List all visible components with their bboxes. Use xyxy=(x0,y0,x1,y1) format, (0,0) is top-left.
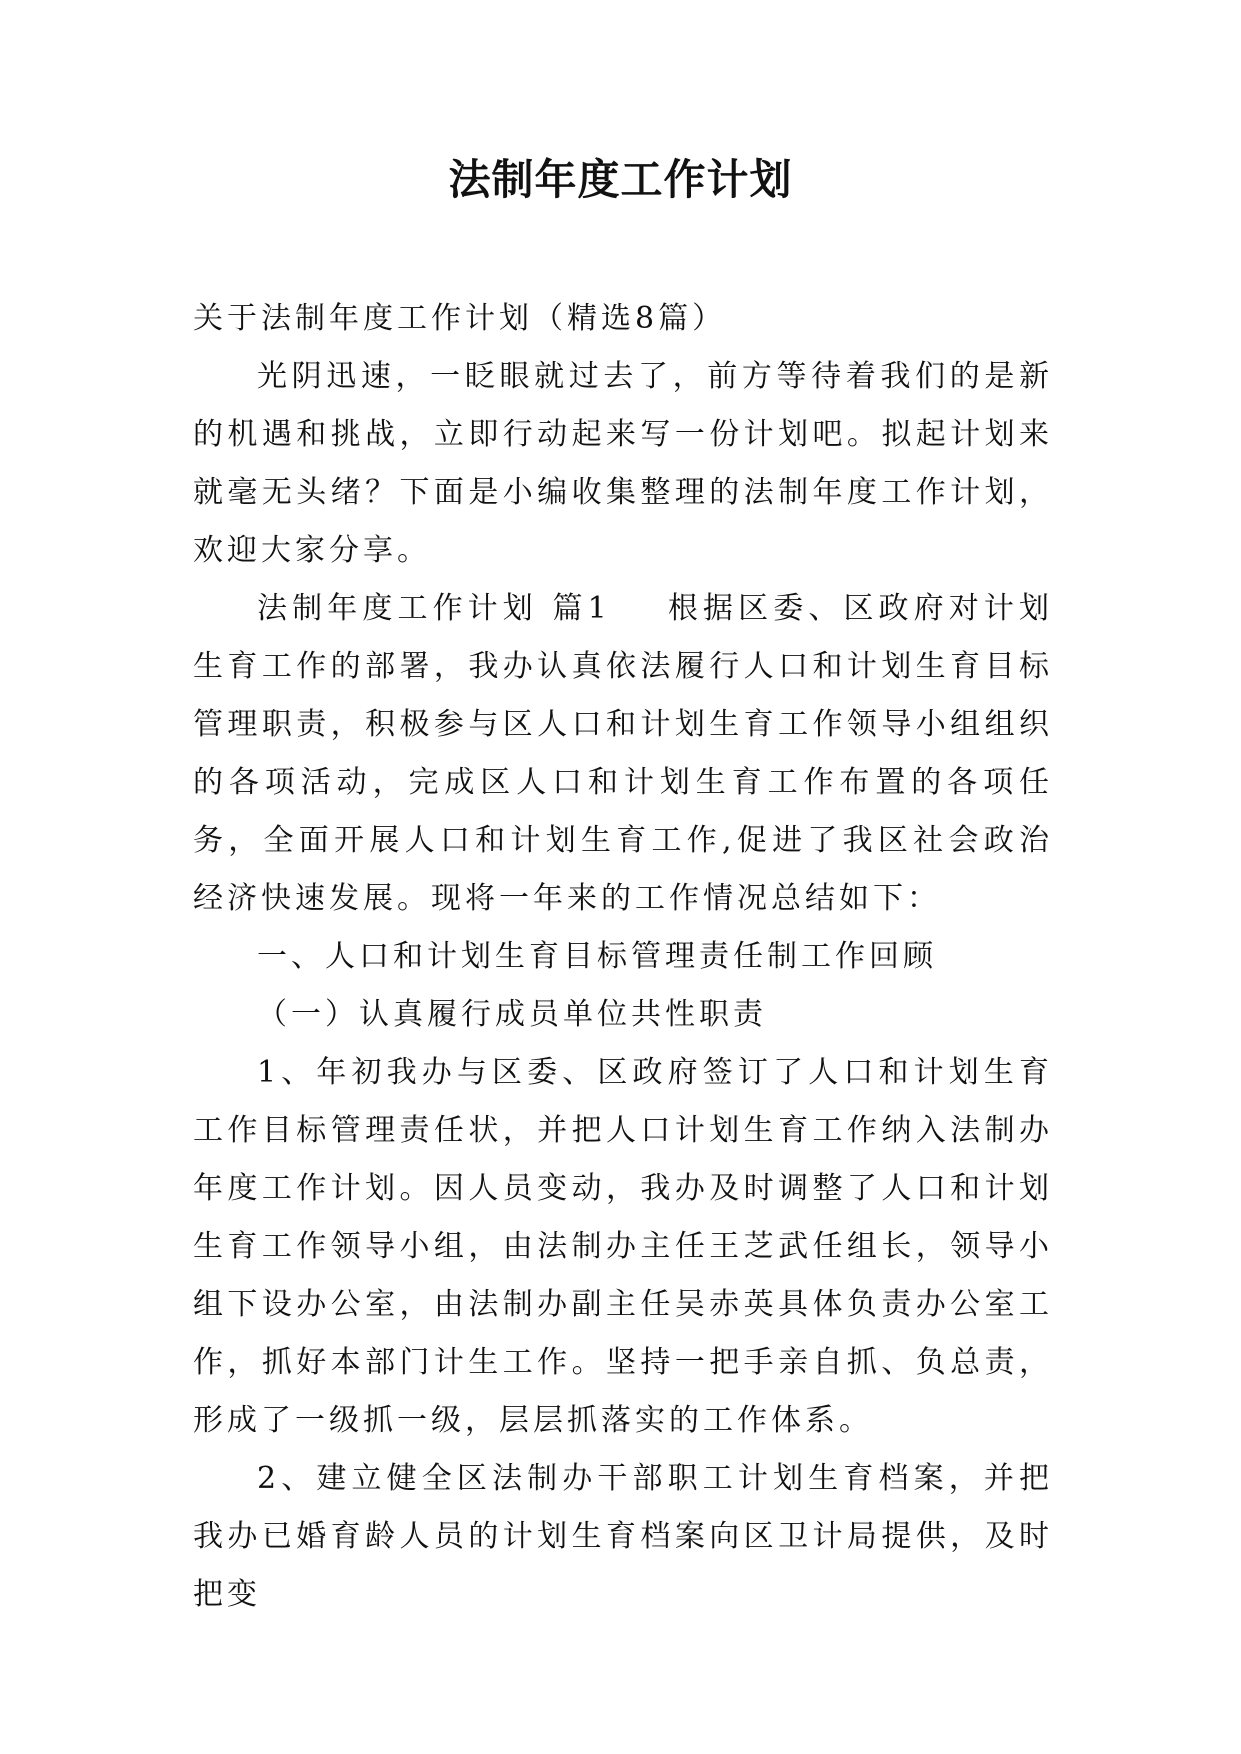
section-heading: 一、人口和计划生育目标管理责任制工作回顾 xyxy=(257,939,937,974)
document-title: 法制年度工作计划 xyxy=(448,155,793,204)
article-label: 法制年度工作计划 篇1 xyxy=(257,591,611,626)
item-1-paragraph: 1、年初我办与区委、区政府签订了人口和计划生育工作目标管理责任状，并把人口计划生育工作纳入法制办年度工作计划。因人员变动，我办及时调整了人口和计划生育工作领导小组，由法制办主任王芝武任组长，领导小组下设办公室，由法制办副主任吴赤英具体负责办公室工作，抓好本部门计生工作。坚持一把手亲自抓、负总责，形成了一级抓一级，层层抓落实的工作体系。 xyxy=(193,1055,1053,1438)
article-first-paragraph xyxy=(193,580,1053,928)
subsection-heading: （一）认真履行成员单位共性职责 xyxy=(257,997,767,1032)
document-subtitle: 关于法制年度工作计划（精选8篇） xyxy=(193,301,727,336)
article-first-text: 根据区委、区政府对计划生育工作的部署，我办认真依法履行人口和计划生育目标管理职责，积极参与区人口和计划生育工作领导小组组织的各项活动，完成区人口和计划生育工作布置的各项任务，全面开展人口和计划生育工作,促进了我区社会政治经济快速发展。现将一年来的工作情况总结如下： xyxy=(193,591,1054,916)
document-body xyxy=(193,290,1053,1624)
item-2-paragraph: 2、建立健全区法制办干部职工计划生育档案，并把我办已婚育龄人员的计划生育档案向区卫计局提供，及时把变 xyxy=(193,1461,1053,1612)
intro-paragraph: 光阴迅速，一眨眼就过去了，前方等待着我们的是新的机遇和挑战，立即行动起来写一份计划吧。拟起计划来就毫无头绪？下面是小编收集整理的法制年度工作计划，欢迎大家分享。 xyxy=(193,359,1053,568)
